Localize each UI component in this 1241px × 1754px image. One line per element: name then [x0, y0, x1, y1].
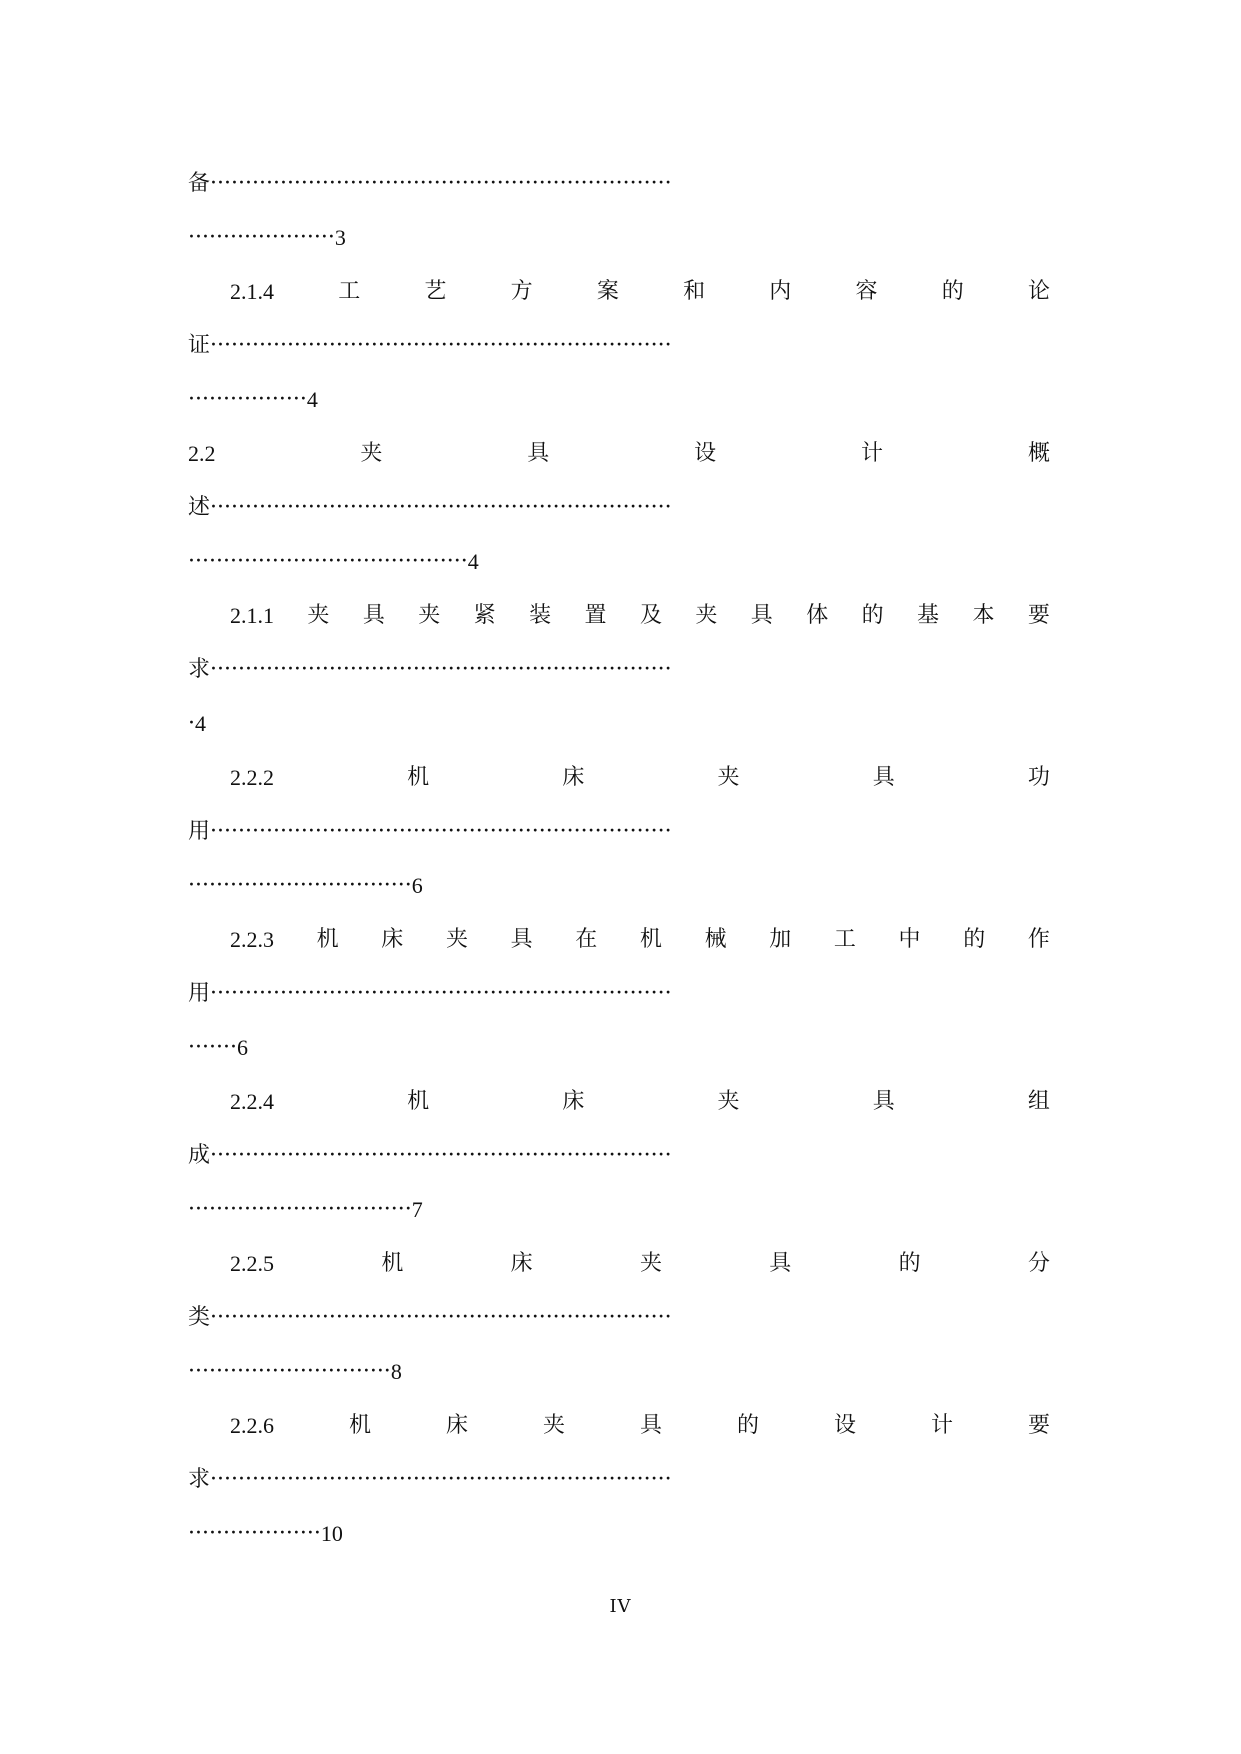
title-char: 论: [1027, 279, 1050, 304]
title-char: 床: [445, 1413, 468, 1438]
title-char: 具: [872, 1089, 895, 1114]
title-char: 概: [1027, 441, 1050, 466]
title-char: 床: [510, 1251, 533, 1276]
toc-line: [188, 650, 1050, 690]
toc-line: [188, 1514, 1050, 1554]
leader-dots: ·················: [188, 387, 307, 412]
title-char: 夹: [717, 1089, 740, 1114]
toc-entry-head: 用: [188, 981, 211, 1006]
title-char: 工: [833, 927, 856, 952]
title-char: 夹: [360, 441, 383, 466]
title-char: 机: [348, 1413, 371, 1438]
title-char: 机: [381, 1251, 404, 1276]
toc-line: [188, 866, 1050, 906]
title-char: 夹: [639, 1251, 662, 1276]
title-char: 作: [1027, 927, 1050, 952]
title-char: 床: [381, 927, 404, 952]
title-char: 装: [529, 603, 552, 628]
toc-page-number: 6: [411, 873, 423, 898]
title-char: 案: [596, 279, 619, 304]
leader-dots: ··································································: [210, 657, 672, 682]
toc-line: [188, 542, 1050, 582]
leader-dots: ··································································: [210, 819, 672, 844]
title-char: 具: [362, 603, 385, 628]
title-char: 具: [769, 1251, 792, 1276]
toc-line: [188, 380, 1050, 420]
toc-section-number: 2.1.1: [230, 603, 274, 628]
title-char: 夹: [418, 603, 441, 628]
title-char: 艺: [424, 279, 447, 304]
title-char: 具: [510, 927, 533, 952]
toc-entry-head: 求: [188, 657, 211, 682]
title-char: 的: [963, 927, 986, 952]
title-char: 工: [338, 279, 361, 304]
toc-line: [188, 1190, 1050, 1230]
toc-section-number: 2.2.5: [230, 1251, 274, 1276]
leader-dots: ···················: [188, 1521, 321, 1546]
title-char: 夹: [542, 1413, 565, 1438]
title-char: 功: [1027, 765, 1050, 790]
title-char: 要: [1027, 1413, 1050, 1438]
toc-section-number: 2.1.4: [230, 279, 274, 304]
title-char: 设: [833, 1413, 856, 1438]
toc-section-number: 2.2.4: [230, 1089, 274, 1114]
title-char: 在: [575, 927, 598, 952]
toc-section-number: 2.2: [188, 441, 216, 466]
title-char: 中: [898, 927, 921, 952]
toc-entry-2-1-1[interactable]: [230, 596, 1050, 636]
title-char: 夹: [695, 603, 718, 628]
toc-line: [188, 1352, 1050, 1392]
title-char: 床: [562, 1089, 585, 1114]
leader-dots: ··································································: [210, 981, 672, 1006]
title-char: 的: [736, 1413, 759, 1438]
title-char: 具: [527, 441, 550, 466]
leader-dots: ·: [188, 711, 195, 736]
title-char: 械: [704, 927, 727, 952]
toc-entry-head: 成: [188, 1143, 211, 1168]
title-char: 设: [694, 441, 717, 466]
leader-dots: ································: [188, 1197, 412, 1222]
title-char: 具: [639, 1413, 662, 1438]
toc-entry-head: 求: [188, 1467, 211, 1492]
leader-dots: ·····················: [188, 225, 335, 250]
toc-line: [188, 1460, 1050, 1500]
toc-entry-head: 用: [188, 819, 211, 844]
toc-page-number: 4: [306, 387, 318, 412]
title-char: 具: [872, 765, 895, 790]
title-char: 机: [407, 1089, 430, 1114]
title-char: 方: [510, 279, 533, 304]
toc-line: [188, 326, 1050, 366]
toc-line: [188, 974, 1050, 1014]
title-char: 内: [769, 279, 792, 304]
page-number-footer: IV: [609, 1596, 632, 1617]
title-char: 组: [1027, 1089, 1050, 1114]
toc-entry-head: 备: [188, 171, 211, 196]
toc-line: [188, 1136, 1050, 1176]
toc-page-number: 10: [320, 1521, 343, 1546]
toc-section-number: 2.2.6: [230, 1413, 274, 1438]
toc-page-number: 8: [390, 1359, 402, 1384]
title-char: 基: [917, 603, 940, 628]
toc-page-number: 7: [411, 1197, 423, 1222]
toc-page-number: 6: [236, 1035, 248, 1060]
leader-dots: ··································································: [210, 1467, 672, 1492]
title-char: 及: [639, 603, 662, 628]
toc-entry-2-2-6[interactable]: [230, 1406, 1050, 1446]
leader-dots: ··································································: [210, 1143, 672, 1168]
toc-entry-2-2-5[interactable]: [230, 1244, 1050, 1284]
toc-line: [188, 704, 1050, 744]
title-char: 床: [562, 765, 585, 790]
toc-entry-head: 证: [188, 333, 211, 358]
title-char: 置: [584, 603, 607, 628]
toc-line: [188, 1028, 1050, 1068]
title-char: 容: [855, 279, 878, 304]
title-char: 机: [639, 927, 662, 952]
toc-line: [188, 218, 1050, 258]
leader-dots: ········································: [188, 549, 468, 574]
toc-entry-2-2[interactable]: [188, 434, 1050, 474]
leader-dots: ··································································: [210, 333, 672, 358]
leader-dots: ··································································: [210, 1305, 672, 1330]
leader-dots: ··································································: [210, 171, 672, 196]
title-char: 具: [750, 603, 773, 628]
leader-dots: ·······: [188, 1035, 237, 1060]
toc-line: [188, 164, 1050, 204]
toc-line: [188, 488, 1050, 528]
title-char: 加: [769, 927, 792, 952]
title-char: 本: [972, 603, 995, 628]
toc-entry-head: 类: [188, 1305, 211, 1330]
leader-dots: ·····························: [188, 1359, 391, 1384]
toc-page-number: 4: [467, 549, 479, 574]
toc-entry-2-2-4[interactable]: [230, 1082, 1050, 1122]
title-char: 机: [407, 765, 430, 790]
toc-entry-2-1-4[interactable]: [230, 272, 1050, 312]
title-char: 和: [683, 279, 706, 304]
title-char: 分: [1027, 1251, 1050, 1276]
toc-page-number: 4: [195, 711, 206, 736]
title-char: 的: [941, 279, 964, 304]
title-char: 紧: [473, 603, 496, 628]
title-char: 夹: [717, 765, 740, 790]
toc-entry-2-2-2[interactable]: [230, 758, 1050, 798]
toc-entry-2-2-3[interactable]: [230, 920, 1050, 960]
title-char: 的: [861, 603, 884, 628]
title-char: 要: [1027, 603, 1050, 628]
title-char: 体: [806, 603, 829, 628]
title-char: 的: [898, 1251, 921, 1276]
leader-dots: ································: [188, 873, 412, 898]
leader-dots: ··································································: [210, 495, 672, 520]
toc-line: [188, 1298, 1050, 1338]
title-char: 夹: [307, 603, 330, 628]
toc-section-number: 2.2.2: [230, 765, 274, 790]
toc-line: [188, 812, 1050, 852]
title-char: 计: [930, 1413, 953, 1438]
toc-entry-head: 述: [188, 495, 211, 520]
title-char: 夹: [445, 927, 468, 952]
toc-section-number: 2.2.3: [230, 927, 274, 952]
title-char: 计: [861, 441, 884, 466]
title-char: 机: [316, 927, 339, 952]
toc-page-number: 3: [334, 225, 346, 250]
